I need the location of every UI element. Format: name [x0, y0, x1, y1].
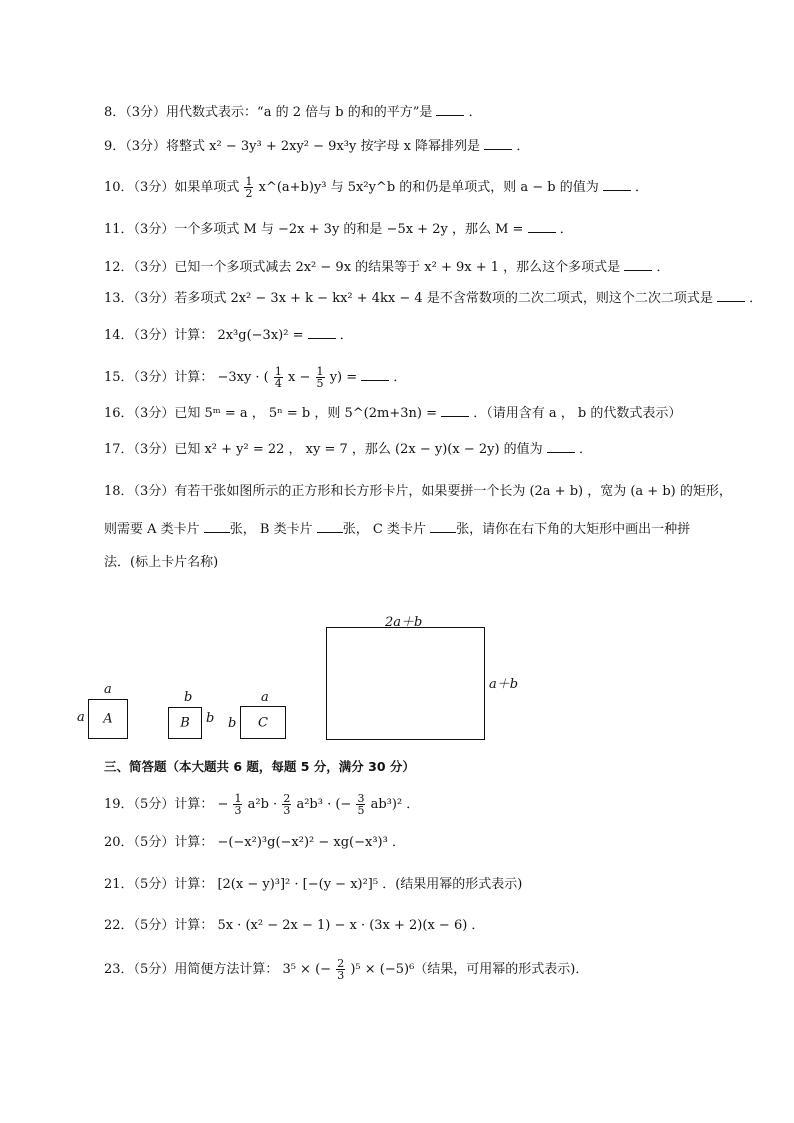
fraction-denominator: 2: [245, 187, 253, 200]
fraction: [244, 176, 253, 199]
question-15-suffix: ．: [393, 370, 407, 385]
big-rectangle-drawing-area[interactable]: [326, 627, 485, 740]
fraction: [233, 793, 242, 816]
fraction-denominator: 5: [357, 804, 365, 817]
answer-blank-a[interactable]: [204, 520, 230, 533]
fraction-denominator: 3: [337, 969, 345, 982]
fraction-denominator: 3: [234, 804, 242, 817]
question-19-mid-2: a²b³ · (−: [296, 797, 352, 812]
question-11: [104, 220, 573, 239]
question-12: [104, 258, 669, 277]
card-a-left-label: a: [77, 710, 85, 725]
big-rect-right-label: a＋b: [489, 677, 519, 692]
fraction: [356, 793, 365, 816]
card-c: [240, 706, 286, 739]
question-13-text: 13．（3分）若多项式 2x² − 3x + k − kx² + 4kx − 4 是不含常数项的二次二项式，则这个二次二项式是: [104, 291, 713, 306]
answer-blank[interactable]: [528, 220, 556, 233]
question-19: [104, 793, 419, 816]
question-9-text: 9．（3分）将整式 x² − 3y³ + 2xy² − 9x³y 按字母 x 降幂排列是: [104, 139, 481, 154]
question-19-tail: ab³)² ．: [370, 797, 420, 812]
question-8-suffix: ．: [468, 105, 482, 120]
question-14-text: 14．（3分）计算： 2x³g(−3x)² =: [104, 328, 304, 343]
fraction: [282, 793, 291, 816]
answer-blank[interactable]: [441, 404, 469, 417]
question-19-mid: a²b ·: [247, 797, 278, 812]
question-19-text: 19．（5分）计算： −: [104, 797, 229, 812]
question-16-suffix: ．（请用含有 a ， b 的代数式表示）: [473, 406, 682, 421]
fraction: [316, 366, 325, 389]
answer-blank[interactable]: [624, 258, 652, 271]
answer-blank-c[interactable]: [430, 520, 456, 533]
card-c-left-label: b: [228, 716, 237, 731]
question-23-tail: )⁵ × (−5)⁶（结果，可用幂的形式表示)．: [350, 962, 589, 977]
question-15-text: 15．（3分）计算： −3xy · (: [104, 370, 269, 385]
answer-blank[interactable]: [308, 326, 336, 339]
question-14: [104, 326, 353, 345]
fraction-denominator: 3: [283, 804, 291, 817]
card-b-top-label: b: [184, 690, 193, 705]
question-18-tail-text: 张，请你在右下角的大矩形中画出一种拼: [456, 522, 691, 537]
question-9: [104, 137, 529, 156]
question-22: 22．（5分）计算： 5x · (x² − 2x − 1) − x · (3x + 2)(x − 6) ．: [104, 918, 485, 933]
fraction-numerator: 2: [337, 957, 345, 970]
question-10: [104, 176, 648, 199]
answer-blank[interactable]: [436, 103, 464, 116]
card-c-name: C: [258, 715, 268, 730]
question-15-tail: y) =: [329, 370, 358, 385]
question-14-suffix: ．: [339, 328, 353, 343]
big-rect-top-label: 2a＋b: [385, 615, 423, 630]
fraction-numerator: 2: [283, 792, 291, 805]
card-c-top-label: a: [261, 690, 269, 705]
fraction-numerator: 3: [357, 792, 365, 805]
question-17-suffix: ．: [578, 442, 592, 457]
fraction: [336, 958, 345, 981]
question-23: [104, 958, 588, 981]
question-18-card-a-text: 则需要 A 类卡片: [104, 522, 200, 537]
question-10-text: 10．（3分）如果单项式: [104, 180, 240, 195]
question-16-text: 16．（3分）已知 5ᵐ = a ， 5ⁿ = b ，则 5^(2m+3n) =: [104, 406, 437, 421]
card-b-name: B: [180, 715, 190, 731]
card-b-right-label: b: [206, 711, 215, 726]
fraction-denominator: 5: [316, 377, 324, 390]
question-8: [104, 103, 482, 122]
question-18-card-b-text: 张， B 类卡片: [229, 522, 313, 537]
question-18-card-c-text: 张， C 类卡片: [342, 522, 426, 537]
question-20: 20．（5分）计算： −(−x²)³g(−x²)² − xg(−x³)³ ．: [104, 835, 405, 850]
question-18-line-3: 法．(标上卡片名称): [104, 555, 219, 570]
question-15: [104, 366, 406, 389]
answer-blank[interactable]: [484, 137, 512, 150]
answer-blank-b[interactable]: [317, 520, 343, 533]
question-21: 21．（5分）计算： [2(x − y)³]² · [−(y − x)²]⁵ ．(结果用幂的形式表示): [104, 877, 523, 892]
answer-blank[interactable]: [361, 368, 389, 381]
card-a-name: A: [103, 711, 113, 727]
answer-blank[interactable]: [717, 289, 745, 302]
question-11-text: 11．（3分）一个多项式 M 与 −2x + 3y 的和是 −5x + 2y ，那么 M =: [104, 222, 524, 237]
question-13: [104, 289, 762, 308]
answer-blank[interactable]: [547, 440, 575, 453]
question-11-suffix: ．: [559, 222, 573, 237]
answer-blank[interactable]: [603, 178, 631, 191]
card-a: [88, 699, 128, 739]
question-9-suffix: ．: [516, 139, 530, 154]
card-a-top-label: a: [104, 682, 112, 697]
section-heading: 三、简答题（本大题共 6 题，每题 5 分，满分 30 分）: [104, 759, 415, 774]
fraction-numerator: 1: [245, 175, 253, 188]
question-8-text: 8．（3分）用代数式表示：“a 的 2 倍与 b 的和的平方”是: [104, 105, 433, 120]
fraction: [274, 366, 283, 389]
question-17: [104, 440, 592, 459]
fraction-numerator: 1: [274, 365, 282, 378]
fraction-numerator: 1: [234, 792, 242, 805]
fraction-numerator: 1: [316, 365, 324, 378]
question-18-line-2: [104, 518, 690, 537]
question-15-mid: x −: [288, 370, 311, 385]
question-12-suffix: ．: [656, 260, 670, 275]
fraction-denominator: 4: [274, 377, 282, 390]
question-10-suffix: ．: [635, 180, 649, 195]
question-16: [104, 404, 681, 423]
question-10-mid: x^(a+b)y³ 与 5x²y^b 的和仍是单项式，则 a − b 的值为: [258, 180, 599, 195]
question-13-suffix: ．: [749, 291, 763, 306]
question-18-line-1: 18．（3分）有若干张如图所示的正方形和长方形卡片，如果要拼一个长为 (2a + b) ，宽为 (a + b) 的矩形，: [104, 484, 732, 499]
question-12-text: 12．（3分）已知一个多项式减去 2x² − 9x 的结果等于 x² + 9x + 1 ，那么这个多项式是: [104, 260, 621, 275]
question-17-text: 17．（3分）已知 x² + y² = 22 ， xy = 7 ，那么 (2x − y)(x − 2y) 的值为: [104, 442, 543, 457]
question-23-text: 23．（5分）用简便方法计算： 3⁵ × (−: [104, 962, 332, 977]
card-b: [168, 707, 202, 739]
